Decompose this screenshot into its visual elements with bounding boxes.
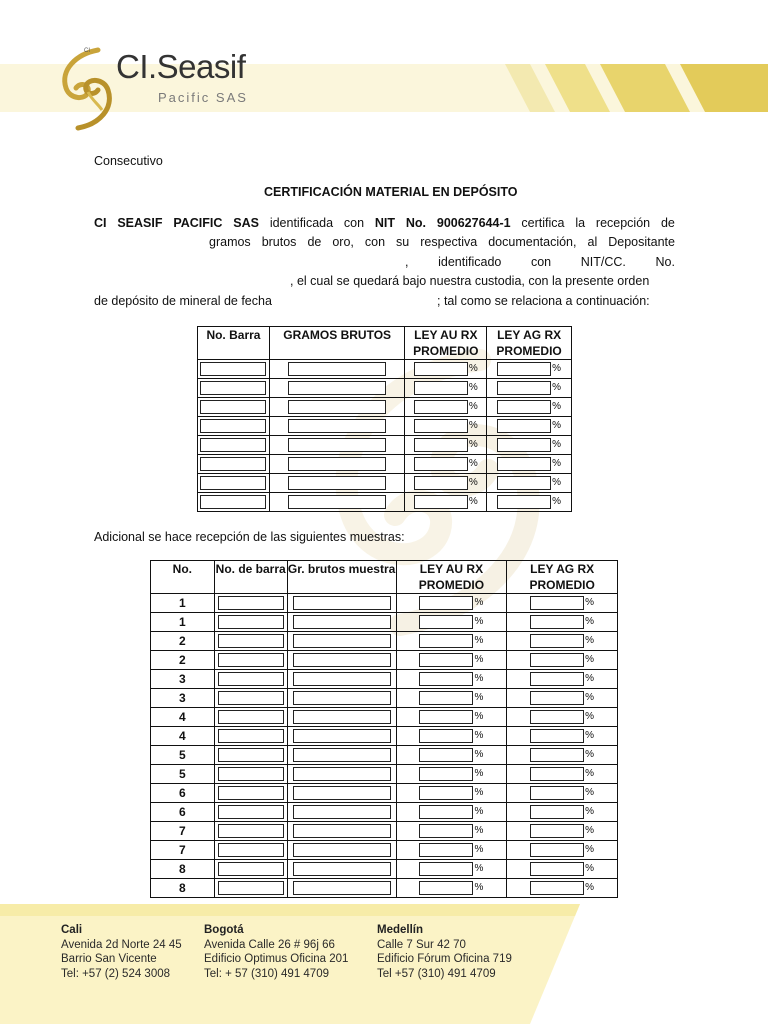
barra-input[interactable] bbox=[200, 438, 266, 452]
sample-number: 8 bbox=[151, 879, 215, 898]
word: CI bbox=[94, 216, 107, 230]
ley-au-input[interactable] bbox=[414, 400, 468, 414]
sample-number: 7 bbox=[151, 841, 215, 860]
percent-sign: % bbox=[585, 768, 595, 780]
sample-number: 2 bbox=[151, 651, 215, 670]
ley-au-input[interactable] bbox=[419, 862, 473, 876]
table-row bbox=[151, 689, 618, 708]
consecutivo-label: Consecutivo bbox=[94, 154, 163, 168]
barra-input[interactable] bbox=[218, 767, 284, 781]
percent-sign: % bbox=[474, 616, 484, 628]
word: con bbox=[364, 235, 386, 249]
ley-ag-input[interactable] bbox=[530, 615, 584, 629]
column-header: LEY AU RX PROMEDIO bbox=[405, 327, 487, 360]
barra-input[interactable] bbox=[200, 495, 266, 509]
ley-au-input[interactable] bbox=[419, 691, 473, 705]
sample-number: 1 bbox=[151, 594, 215, 613]
paragraph-line-5a: de depósito de mineral de fecha bbox=[94, 294, 272, 308]
percent-sign: % bbox=[474, 787, 484, 799]
barras-table-body bbox=[198, 360, 572, 512]
ley-ag-input[interactable] bbox=[497, 495, 551, 509]
ley-ag-input[interactable] bbox=[497, 381, 551, 395]
table-row bbox=[151, 708, 618, 727]
barra-input[interactable] bbox=[218, 805, 284, 819]
barra-input[interactable] bbox=[200, 362, 266, 376]
table-row bbox=[198, 493, 572, 512]
barra-input[interactable] bbox=[218, 748, 284, 762]
gramos-brutos-input[interactable] bbox=[288, 495, 386, 509]
percent-sign: % bbox=[474, 635, 484, 647]
table-row bbox=[151, 765, 618, 784]
word: 900627644-1 bbox=[436, 216, 511, 230]
percent-sign: % bbox=[552, 439, 562, 451]
word: SAS bbox=[233, 216, 259, 230]
table-row bbox=[151, 594, 618, 613]
word: con bbox=[343, 216, 365, 230]
ley-ag-input[interactable] bbox=[530, 634, 584, 648]
word: identificada bbox=[269, 216, 334, 230]
percent-sign: % bbox=[474, 730, 484, 742]
ley-ag-input[interactable] bbox=[497, 362, 551, 376]
barra-input[interactable] bbox=[218, 653, 284, 667]
table-row bbox=[198, 436, 572, 455]
table-row bbox=[151, 784, 618, 803]
table-row bbox=[198, 417, 572, 436]
ley-au-input[interactable] bbox=[419, 615, 473, 629]
word: identificado bbox=[438, 255, 502, 269]
word: de bbox=[660, 216, 675, 230]
ley-ag-input[interactable] bbox=[530, 862, 584, 876]
gramos-muestra-input[interactable] bbox=[293, 634, 391, 648]
gramos-brutos-input[interactable] bbox=[288, 400, 386, 414]
ley-au-input[interactable] bbox=[414, 476, 468, 490]
barra-input[interactable] bbox=[218, 596, 284, 610]
barra-input[interactable] bbox=[200, 381, 266, 395]
percent-sign: % bbox=[468, 439, 478, 451]
barra-input[interactable] bbox=[218, 843, 284, 857]
ley-au-input[interactable] bbox=[419, 596, 473, 610]
percent-sign: % bbox=[474, 673, 484, 685]
paragraph-line-2 bbox=[209, 233, 675, 252]
sample-number: 3 bbox=[151, 670, 215, 689]
table-row bbox=[151, 727, 618, 746]
word: certifica bbox=[521, 216, 565, 230]
word: NIT bbox=[374, 216, 396, 230]
gramos-brutos-input[interactable] bbox=[288, 438, 386, 452]
gramos-muestra-input[interactable] bbox=[293, 843, 391, 857]
ley-au-input[interactable] bbox=[414, 495, 468, 509]
word: Depositante bbox=[608, 235, 675, 249]
ley-au-input[interactable] bbox=[419, 786, 473, 800]
gramos-muestra-input[interactable] bbox=[293, 691, 391, 705]
word: su bbox=[396, 235, 410, 249]
barra-input[interactable] bbox=[218, 862, 284, 876]
percent-sign: % bbox=[585, 749, 595, 761]
percent-sign: % bbox=[468, 401, 478, 413]
barra-input[interactable] bbox=[218, 824, 284, 838]
percent-sign: % bbox=[468, 496, 478, 508]
table-header-row bbox=[151, 561, 618, 594]
percent-sign: % bbox=[552, 477, 562, 489]
gramos-muestra-input[interactable] bbox=[293, 748, 391, 762]
svg-text:CI: CI bbox=[84, 48, 90, 54]
barra-input[interactable] bbox=[200, 476, 266, 490]
percent-sign: % bbox=[585, 635, 595, 647]
footer-office-cali bbox=[61, 923, 182, 981]
percent-sign: % bbox=[585, 882, 595, 894]
ley-au-input[interactable] bbox=[419, 805, 473, 819]
barra-input[interactable] bbox=[218, 881, 284, 895]
ley-ag-input[interactable] bbox=[530, 691, 584, 705]
gramos-muestra-input[interactable] bbox=[293, 767, 391, 781]
ley-ag-input[interactable] bbox=[530, 843, 584, 857]
column-header: No. Barra bbox=[198, 327, 270, 360]
office-address-2: Edificio Fórum Oficina 719 bbox=[377, 953, 512, 965]
percent-sign: % bbox=[585, 787, 595, 799]
word: documentación, bbox=[488, 235, 577, 249]
column-header: No. bbox=[151, 561, 215, 594]
ley-ag-input[interactable] bbox=[530, 786, 584, 800]
ley-au-input[interactable] bbox=[419, 672, 473, 686]
adicional-label: Adicional se hace recepción de las siguientes muestras: bbox=[94, 530, 405, 544]
office-city: Cali bbox=[61, 924, 83, 936]
ley-ag-input[interactable] bbox=[530, 881, 584, 895]
percent-sign: % bbox=[474, 882, 484, 894]
percent-sign: % bbox=[474, 825, 484, 837]
table-row bbox=[198, 360, 572, 379]
sample-number: 3 bbox=[151, 689, 215, 708]
percent-sign: % bbox=[474, 768, 484, 780]
percent-sign: % bbox=[585, 730, 595, 742]
table-row bbox=[151, 841, 618, 860]
gramos-brutos-input[interactable] bbox=[288, 381, 386, 395]
percent-sign: % bbox=[585, 711, 595, 723]
table-row bbox=[151, 613, 618, 632]
ley-ag-input[interactable] bbox=[497, 476, 551, 490]
word: gramos bbox=[209, 235, 251, 249]
percent-sign: % bbox=[474, 806, 484, 818]
percent-sign: % bbox=[552, 496, 562, 508]
ley-au-input[interactable] bbox=[419, 653, 473, 667]
percent-sign: % bbox=[585, 654, 595, 666]
gramos-muestra-input[interactable] bbox=[293, 805, 391, 819]
word: NIT/CC. bbox=[580, 255, 626, 269]
office-address: Avenida Calle 26 # 96j 66 bbox=[204, 938, 335, 951]
document-title: CERTIFICACIÓN MATERIAL EN DEPÓSITO bbox=[264, 185, 518, 199]
ley-au-input[interactable] bbox=[419, 824, 473, 838]
table-row bbox=[198, 398, 572, 417]
percent-sign: % bbox=[585, 597, 595, 609]
barra-input[interactable] bbox=[218, 634, 284, 648]
barra-input[interactable] bbox=[200, 400, 266, 414]
stripe-4 bbox=[680, 64, 768, 112]
ley-au-input[interactable] bbox=[419, 710, 473, 724]
table-row bbox=[151, 651, 618, 670]
gramos-brutos-input[interactable] bbox=[288, 362, 386, 376]
column-header: GRAMOS BRUTOS bbox=[269, 327, 405, 360]
word: brutos bbox=[261, 235, 297, 249]
ley-au-input[interactable] bbox=[419, 729, 473, 743]
percent-sign: % bbox=[552, 401, 562, 413]
ley-au-input[interactable] bbox=[419, 767, 473, 781]
muestras-table-body bbox=[151, 594, 618, 898]
percent-sign: % bbox=[468, 420, 478, 432]
word: la bbox=[575, 216, 586, 230]
word: SEASIF bbox=[117, 216, 163, 230]
office-address-2: Edificio Optimus Oficina 201 bbox=[204, 953, 349, 965]
stripe-2 bbox=[545, 64, 610, 112]
percent-sign: % bbox=[552, 363, 562, 375]
paragraph-line-3 bbox=[405, 253, 675, 272]
office-city: Bogotá bbox=[204, 924, 244, 936]
percent-sign: % bbox=[585, 692, 595, 704]
gramos-brutos-input[interactable] bbox=[288, 476, 386, 490]
sample-number: 8 bbox=[151, 860, 215, 879]
paragraph-line-4: , el cual se quedará bajo nuestra custodia, con la presente orden bbox=[290, 274, 650, 288]
ley-au-input[interactable] bbox=[414, 381, 468, 395]
word: al bbox=[587, 235, 598, 249]
barra-input[interactable] bbox=[218, 710, 284, 724]
table-row bbox=[198, 379, 572, 398]
percent-sign: % bbox=[468, 382, 478, 394]
word: oro, bbox=[332, 235, 354, 249]
percent-sign: % bbox=[585, 673, 595, 685]
logo-subtitle: Pacific SAS bbox=[158, 90, 248, 105]
footer-office-medellin bbox=[377, 923, 512, 981]
percent-sign: % bbox=[474, 863, 484, 875]
sample-number: 6 bbox=[151, 803, 215, 822]
ley-ag-input[interactable] bbox=[497, 438, 551, 452]
word: No. bbox=[405, 216, 427, 230]
percent-sign: % bbox=[585, 844, 595, 856]
ley-ag-input[interactable] bbox=[530, 824, 584, 838]
gramos-muestra-input[interactable] bbox=[293, 729, 391, 743]
muestras-table bbox=[150, 560, 618, 898]
ley-ag-input[interactable] bbox=[530, 653, 584, 667]
gramos-muestra-input[interactable] bbox=[293, 596, 391, 610]
table-row bbox=[151, 860, 618, 879]
gramos-muestra-input[interactable] bbox=[293, 615, 391, 629]
ley-au-input[interactable] bbox=[419, 634, 473, 648]
office-address: Calle 7 Sur 42 70 bbox=[377, 938, 466, 951]
barra-input[interactable] bbox=[218, 729, 284, 743]
gramos-brutos-input[interactable] bbox=[288, 457, 386, 471]
sample-number: 4 bbox=[151, 708, 215, 727]
gramos-muestra-input[interactable] bbox=[293, 862, 391, 876]
sample-number: 1 bbox=[151, 613, 215, 632]
stripe-3 bbox=[600, 64, 690, 112]
barra-input[interactable] bbox=[200, 419, 266, 433]
office-phone: Tel +57 (310) 491 4709 bbox=[377, 967, 496, 980]
gramos-muestra-input[interactable] bbox=[293, 881, 391, 895]
office-phone: Tel: + 57 (310) 491 4709 bbox=[204, 967, 329, 980]
column-header: LEY AG RX PROMEDIO bbox=[507, 561, 618, 594]
paragraph-line-1 bbox=[94, 214, 675, 233]
barra-input[interactable] bbox=[200, 457, 266, 471]
ley-ag-input[interactable] bbox=[530, 767, 584, 781]
table-header-row bbox=[198, 327, 572, 360]
office-address-2: Barrio San Vicente bbox=[61, 953, 157, 965]
logo-swirl-icon bbox=[58, 44, 118, 134]
gramos-muestra-input[interactable] bbox=[293, 824, 391, 838]
percent-sign: % bbox=[585, 616, 595, 628]
office-phone: Tel: +57 (2) 524 3008 bbox=[61, 967, 171, 980]
paragraph-line-5b: ; tal como se relaciona a continuación: bbox=[437, 294, 650, 308]
word: PACIFIC bbox=[173, 216, 223, 230]
ley-ag-input[interactable] bbox=[530, 729, 584, 743]
percent-sign: % bbox=[585, 825, 595, 837]
gramos-muestra-input[interactable] bbox=[293, 653, 391, 667]
ley-ag-input[interactable] bbox=[497, 457, 551, 471]
gramos-muestra-input[interactable] bbox=[293, 710, 391, 724]
column-header: LEY AG RX PROMEDIO bbox=[487, 327, 572, 360]
gramos-muestra-input[interactable] bbox=[293, 672, 391, 686]
percent-sign: % bbox=[474, 654, 484, 666]
word: No. bbox=[655, 255, 675, 269]
ley-au-input[interactable] bbox=[414, 438, 468, 452]
word: de bbox=[307, 235, 322, 249]
ley-au-input[interactable] bbox=[414, 457, 468, 471]
sample-number: 7 bbox=[151, 822, 215, 841]
ley-ag-input[interactable] bbox=[530, 596, 584, 610]
percent-sign: % bbox=[468, 477, 478, 489]
barra-input[interactable] bbox=[218, 615, 284, 629]
ley-ag-input[interactable] bbox=[530, 672, 584, 686]
column-header: LEY AU RX PROMEDIO bbox=[396, 561, 507, 594]
office-address: Avenida 2d Norte 24 45 bbox=[61, 938, 182, 951]
table-row bbox=[151, 670, 618, 689]
percent-sign: % bbox=[552, 382, 562, 394]
percent-sign: % bbox=[474, 749, 484, 761]
gramos-brutos-input[interactable] bbox=[288, 419, 386, 433]
word: recepción bbox=[595, 216, 651, 230]
column-header: No. de barra bbox=[214, 561, 287, 594]
sample-number: 2 bbox=[151, 632, 215, 651]
company-logo bbox=[58, 44, 288, 134]
ley-au-input[interactable] bbox=[414, 362, 468, 376]
percent-sign: % bbox=[474, 692, 484, 704]
ley-ag-input[interactable] bbox=[497, 419, 551, 433]
table-row bbox=[151, 803, 618, 822]
word: con bbox=[530, 255, 552, 269]
percent-sign: % bbox=[585, 863, 595, 875]
ley-au-input[interactable] bbox=[414, 419, 468, 433]
ley-au-input[interactable] bbox=[419, 843, 473, 857]
percent-sign: % bbox=[552, 458, 562, 470]
ley-ag-input[interactable] bbox=[530, 710, 584, 724]
percent-sign: % bbox=[474, 844, 484, 856]
office-city: Medellín bbox=[377, 924, 424, 936]
stripe-1 bbox=[505, 64, 555, 112]
table-row bbox=[151, 879, 618, 898]
table-row bbox=[151, 746, 618, 765]
percent-sign: % bbox=[468, 363, 478, 375]
ley-au-input[interactable] bbox=[419, 748, 473, 762]
sample-number: 5 bbox=[151, 765, 215, 784]
table-row bbox=[198, 455, 572, 474]
percent-sign: % bbox=[585, 806, 595, 818]
percent-sign: % bbox=[474, 711, 484, 723]
table-row bbox=[151, 632, 618, 651]
sample-number: 4 bbox=[151, 727, 215, 746]
column-header: Gr. brutos muestra bbox=[287, 561, 396, 594]
ley-ag-input[interactable] bbox=[530, 748, 584, 762]
logo-name: CI.Seasif bbox=[116, 48, 246, 85]
footer-office-bogota bbox=[204, 923, 348, 981]
gramos-muestra-input[interactable] bbox=[293, 786, 391, 800]
sample-number: 6 bbox=[151, 784, 215, 803]
table-row bbox=[151, 822, 618, 841]
percent-sign: % bbox=[468, 458, 478, 470]
word: , bbox=[405, 255, 409, 269]
word: respectiva bbox=[420, 235, 478, 249]
barra-input[interactable] bbox=[218, 691, 284, 705]
ley-ag-input[interactable] bbox=[530, 805, 584, 819]
barra-input[interactable] bbox=[218, 786, 284, 800]
ley-ag-input[interactable] bbox=[497, 400, 551, 414]
barra-input[interactable] bbox=[218, 672, 284, 686]
percent-sign: % bbox=[474, 597, 484, 609]
table-row bbox=[198, 474, 572, 493]
percent-sign: % bbox=[552, 420, 562, 432]
barras-table bbox=[197, 326, 572, 512]
sample-number: 5 bbox=[151, 746, 215, 765]
ley-au-input[interactable] bbox=[419, 881, 473, 895]
